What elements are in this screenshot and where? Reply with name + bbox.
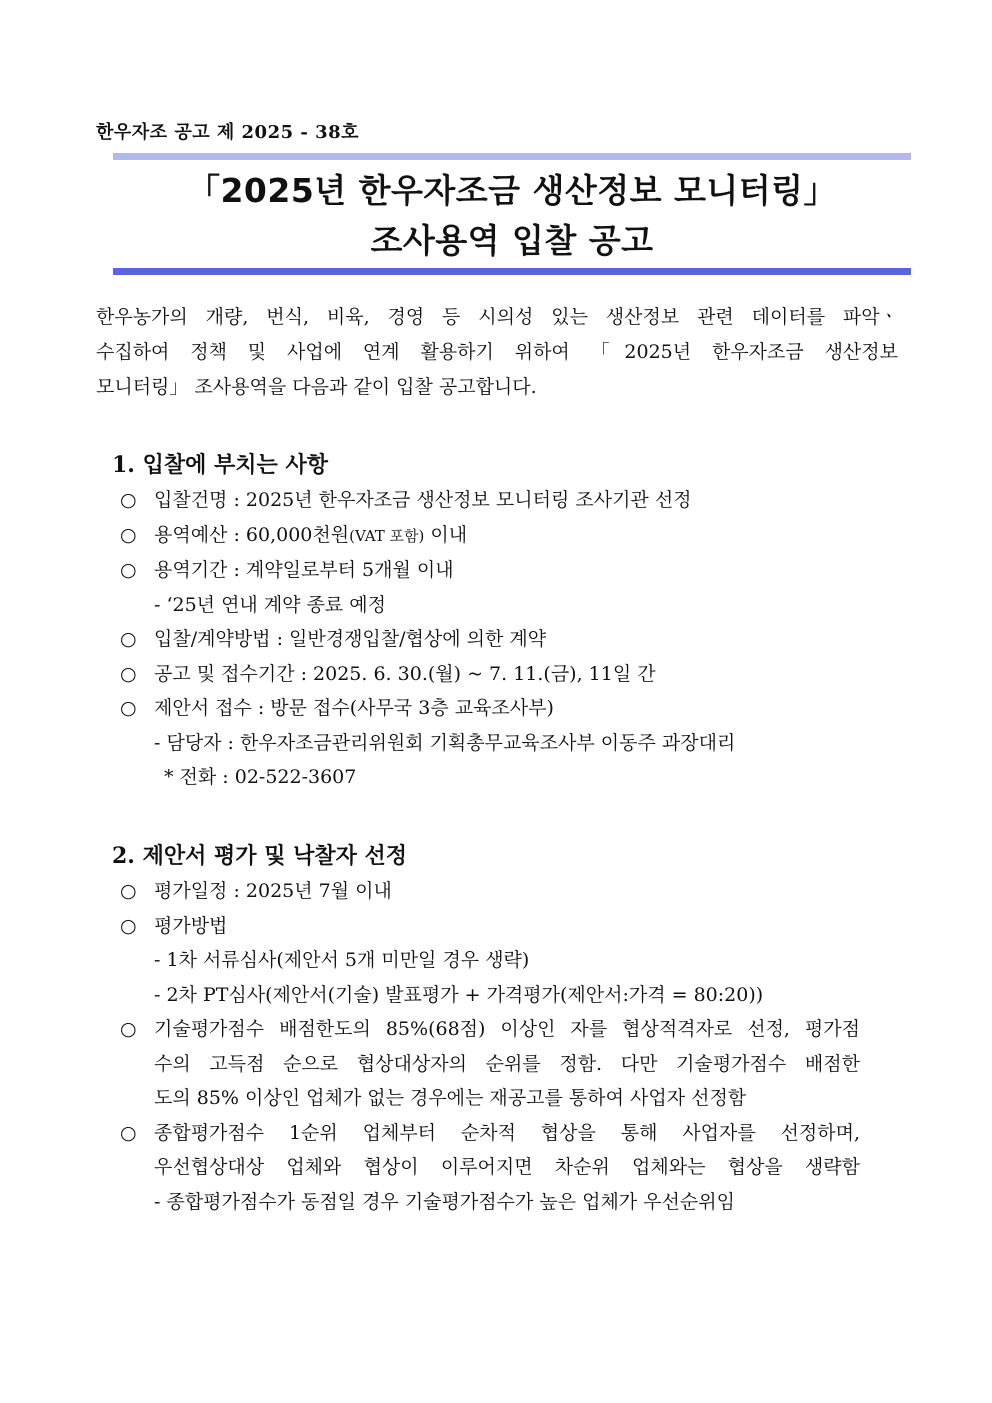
evaluation-step-1: - 1차 서류심사(제안서 5개 미만일 경우 생략) xyxy=(154,949,530,971)
circle-bullet: ○ xyxy=(120,662,137,685)
bid-period: ○ 용역기간 : 계약일로부터 5개월 이내 xyxy=(96,553,906,588)
document-title-line2: 조사용역 입찰 공고 xyxy=(370,221,654,260)
bid-budget: ○ 용역예산 : 60,000천원(VAT 포함) 이내 xyxy=(96,518,906,554)
intro-line: 모니터링」 조사용역을 다음과 같이 입찰 공고합니다. xyxy=(96,376,537,398)
circle-bullet: ○ xyxy=(120,1018,137,1040)
section-heading: 1. 입찰에 부치는 사항 xyxy=(112,452,328,478)
bid-period-note: - ‘25년 연내 계약 종료 예정 xyxy=(154,593,387,616)
circle-bullet: ○ xyxy=(120,523,137,546)
evaluation-schedule: ○ 평가일정 : 2025년 7월 이내 xyxy=(96,874,906,909)
bid-notice-period: ○ 공고 및 접수기간 : 2025. 6. 30.(월) ~ 7. 11.(금), 11일 간 xyxy=(96,657,906,692)
intro-paragraph xyxy=(96,300,898,405)
section-evaluation xyxy=(96,838,906,1219)
intro-line: 수집하여 정책 및 사업에 연계 활용하기 위하여 「2025년 한우자조금 생산정보 xyxy=(96,341,898,363)
evaluation-criteria xyxy=(96,1012,906,1116)
title-top-rule xyxy=(113,153,911,160)
circle-bullet: ○ xyxy=(120,489,137,511)
circle-bullet: ○ xyxy=(120,559,137,581)
title-bottom-rule xyxy=(113,268,911,275)
negotiation-line: 종합평가점수 1순위 업체부터 순차적 협상을 통해 사업자를 선정하며, xyxy=(154,1121,860,1144)
circle-bullet: ○ xyxy=(120,628,137,650)
section-heading: 2. 제안서 평가 및 낙찰자 선정 xyxy=(112,843,408,869)
negotiation-line: 우선협상대상 업체와 협상이 이루어지면 차순위 업체와는 협상을 생략함 xyxy=(154,1156,860,1178)
criteria-line: 기술평가점수 배점한도의 85%(68점) 이상인 자를 협상적격자로 선정, 평가점 xyxy=(154,1018,860,1040)
document-title-line1: 「2025년 한우자조금 생산정보 모니터링」 xyxy=(186,171,838,210)
circle-bullet: ○ xyxy=(120,1121,137,1144)
negotiation-rule xyxy=(96,1116,906,1185)
criteria-line: 도의 85% 이상인 업체가 없는 경우에는 재공고를 통하여 사업자 선정함 xyxy=(154,1087,747,1109)
circle-bullet: ○ xyxy=(120,697,137,719)
vat-note: (VAT 포함) xyxy=(349,526,425,545)
bid-contact-person: - 담당자 : 한우자조금관리위원회 기획총무교육조사부 이동주 과장대리 xyxy=(154,731,736,754)
section-bid-items xyxy=(96,447,906,795)
intro-line: 한우농가의 개량, 번식, 비육, 경영 등 시의성 있는 생산정보 관련 데이터를 파악ㆍ xyxy=(96,306,898,328)
bid-contact-phone: * 전화 : 02-522-3607 xyxy=(164,766,357,788)
circle-bullet: ○ xyxy=(120,880,137,902)
bid-project-name: ○ 입찰건명 : 2025년 한우자조금 생산정보 모니터링 조사기관 선정 xyxy=(96,483,906,518)
bid-submission: ○ 제안서 접수 : 방문 접수(사무국 3층 교육조사부) xyxy=(96,691,906,726)
circle-bullet: ○ xyxy=(120,914,137,937)
criteria-line: 수의 고득점 순으로 협상대상자의 순위를 정함. 다만 기술평가점수 배점한 xyxy=(154,1052,860,1075)
notice-number: 한우자조 공고 제 2025 - 38호 xyxy=(96,122,360,143)
bid-contract-method: ○ 입찰/계약방법 : 일반경쟁입찰/협상에 의한 계약 xyxy=(96,622,906,657)
evaluation-step-2: - 2차 PT심사(제안서(기술) 발표평가 + 가격평가(제안서:가격 = 80:20)) xyxy=(154,983,764,1006)
tie-break-rule: - 종합평가점수가 동점일 경우 기술평가점수가 높은 업체가 우선순위임 xyxy=(154,1190,735,1213)
evaluation-method: ○ 평가방법 xyxy=(96,909,906,944)
